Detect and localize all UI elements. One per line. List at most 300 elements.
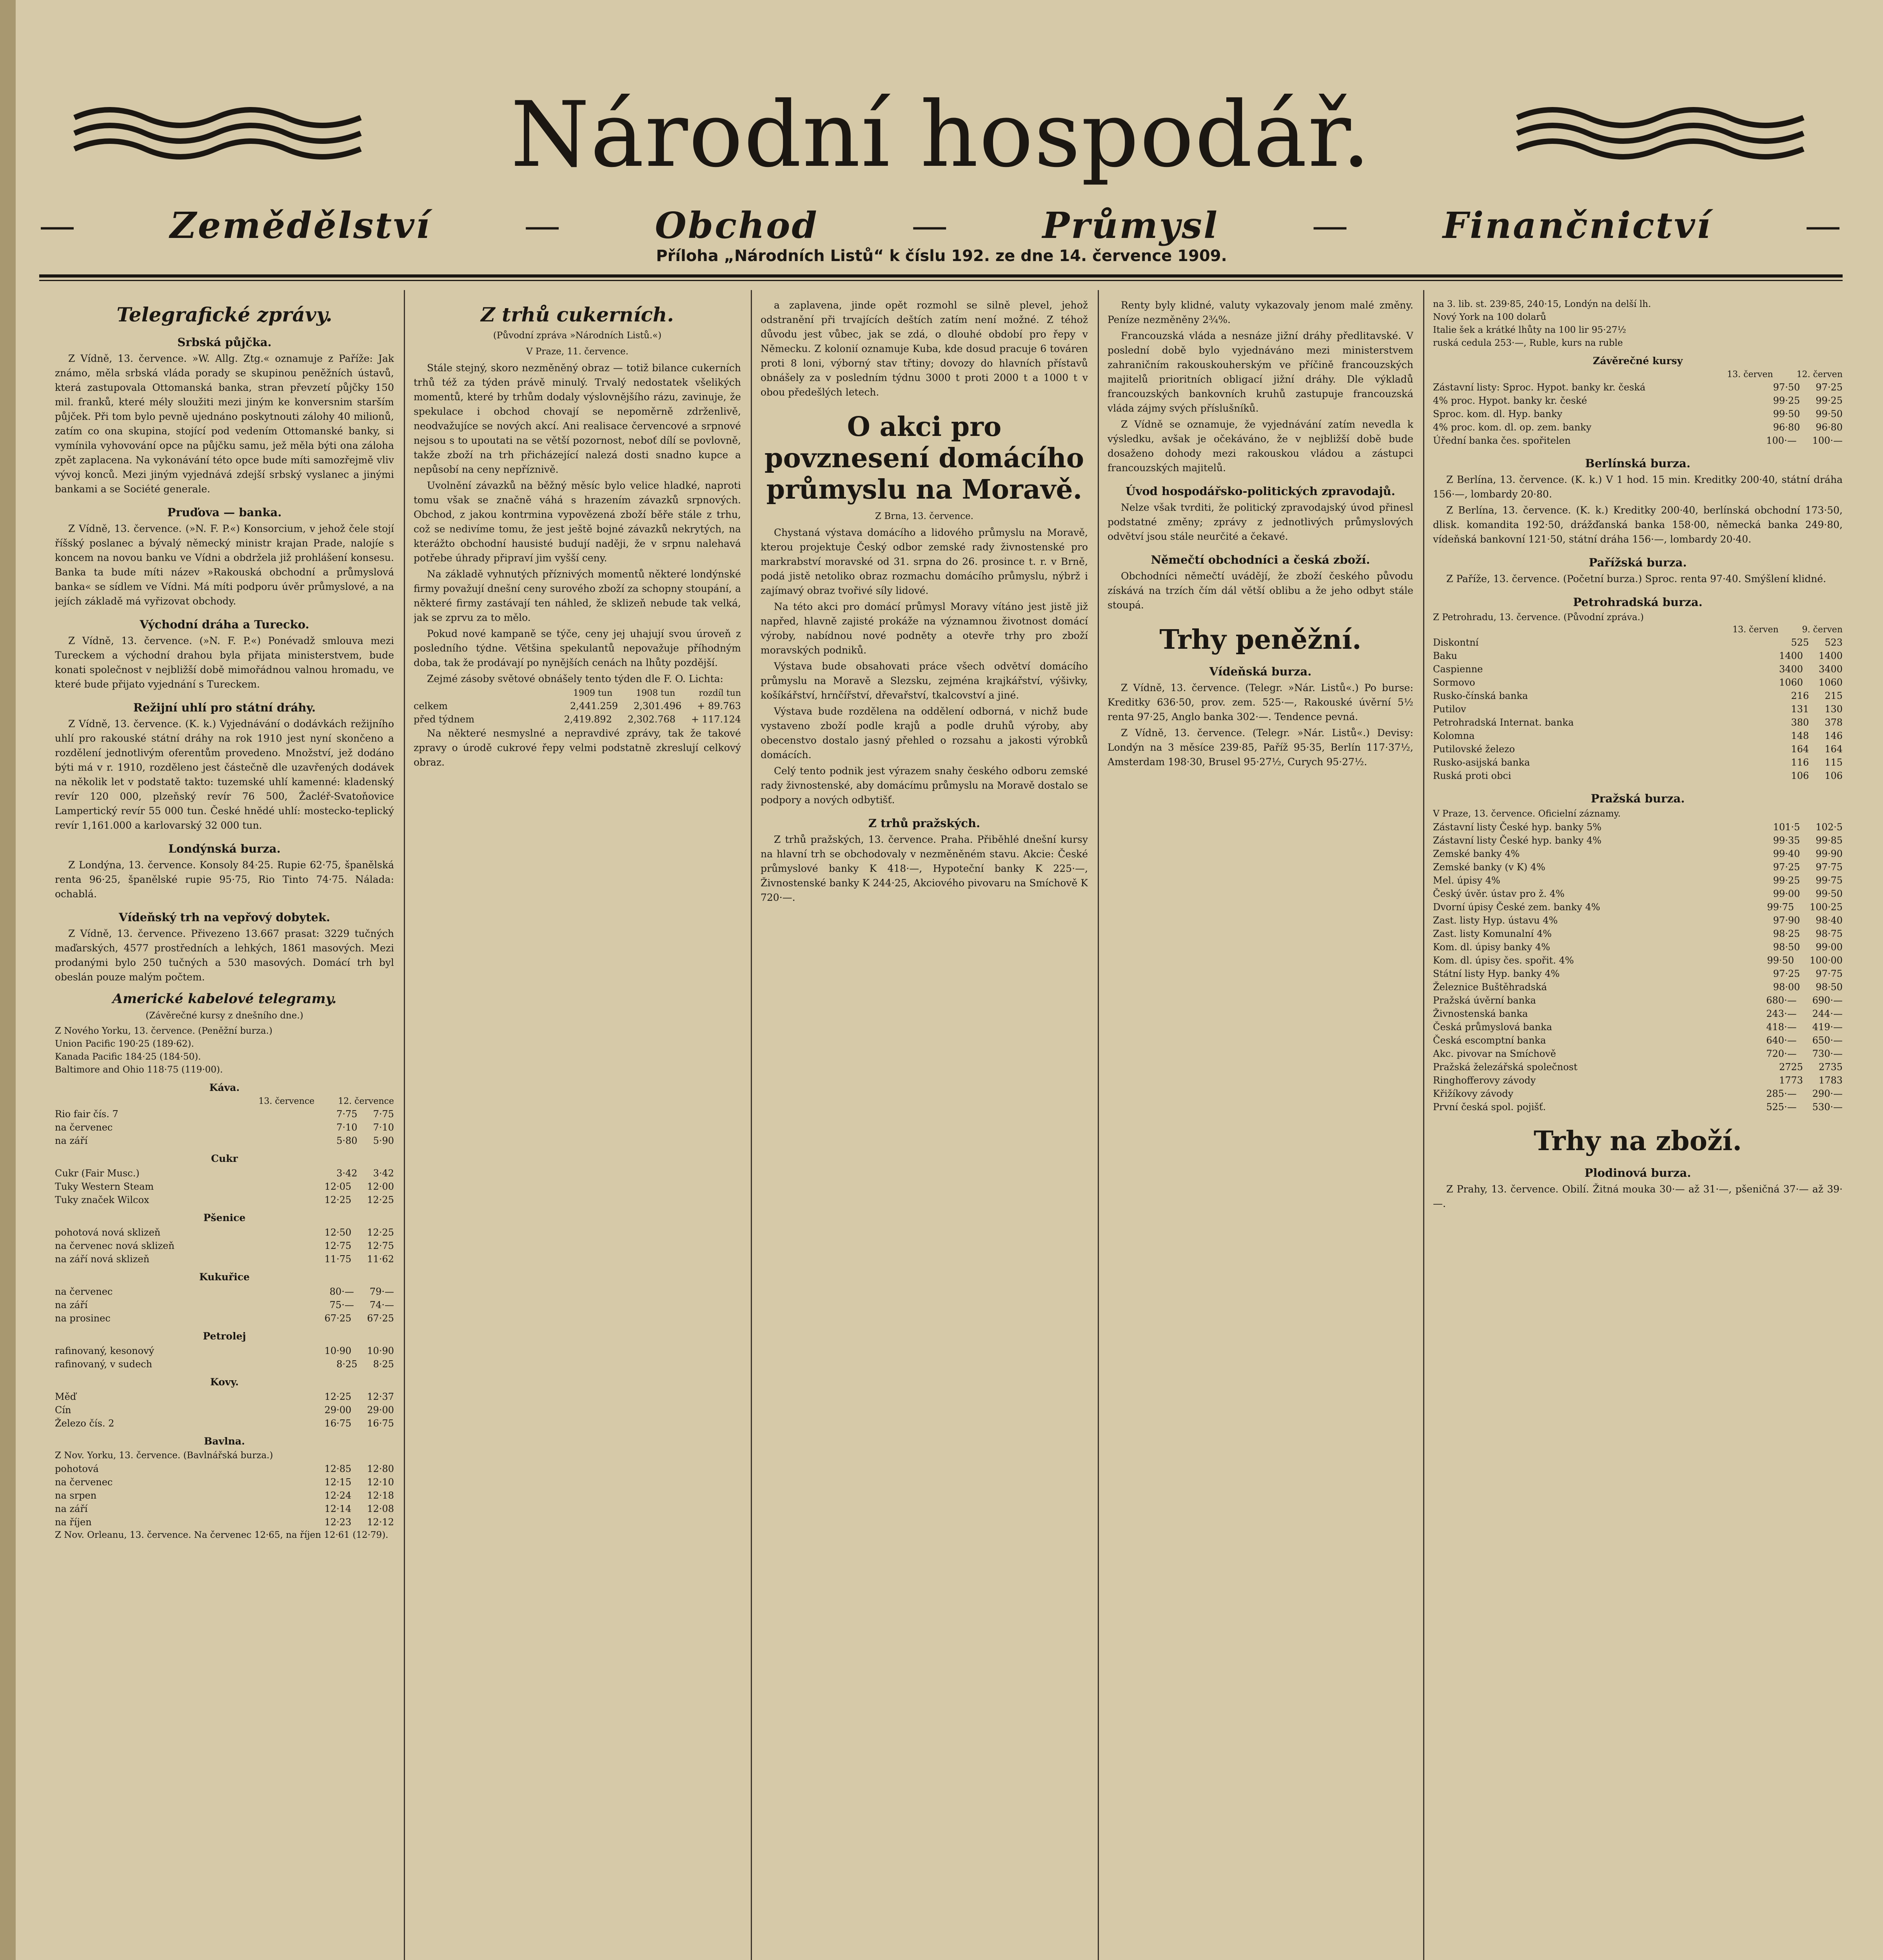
article-title: Londýnská burza. [168,842,281,855]
row-values [1791,636,1843,649]
table-row [1433,847,1843,860]
row-value: 16·75 [324,1418,352,1429]
row-values [570,699,741,713]
row-label: na červenec nová sklizeň [55,1240,174,1251]
row-label: na září [55,1503,88,1514]
row-label: Diskontní [1433,637,1479,648]
row-values [1791,716,1843,729]
row-label: Kom. dl. úpisy banky 4% [1433,942,1550,953]
article-title: Petrohradská burza. [1573,595,1703,609]
table-row [1433,1100,1843,1114]
row-values [1767,900,1843,914]
exchange-line: na 3. lib. st. 239·85, 240·15, Londýn na delší lh. [1433,299,1651,309]
row-value: 100·— [1812,435,1843,446]
row-values [325,1475,394,1489]
row-value: 2735 [1818,1062,1843,1073]
row-value: 131 [1791,704,1809,715]
row-value: 164 [1825,744,1843,755]
row-value: 7·10 [373,1122,394,1133]
row-values [1773,820,1843,834]
row-value: + 117.124 [691,714,741,725]
table-row [1433,834,1843,847]
article-headline: Z trhů cukerních. [481,303,674,326]
row-values [1766,1020,1843,1034]
row-values [1766,1100,1843,1114]
article-paragraph: Francouzská vláda a nesnáze jižní dráhy předlitavské. V poslední době bylo vyjednáváno mezi ministerstvem zahraničním rakouskouherským ve příčině francouzských majitelů prioritních obligací jižní dráhy. Dle výkladů francouzských bankovních kruhů zastupuje francouzská vláda zájmy svých příslušníků. [1108,330,1413,414]
row-value: 2,419.892 [564,714,612,725]
row-value: 12·75 [324,1240,352,1251]
article-paragraph: Pokud nové kampaně se týče, ceny jej uhajují svou úroveň z posledního týdne. Většina spekulantů nepovažuje příhodným doba, tak že prodávají po nynějších cenách na lhůty pozdější. [414,628,741,668]
telegram-line: Baltimore and Ohio 118·75 (119·00). [55,1065,223,1075]
row-label: Baku [1433,650,1457,661]
table-row [1433,914,1843,927]
row-values [336,1121,394,1134]
article-title: Pařížská burza. [1589,556,1687,569]
table-row [1433,994,1843,1007]
article-paragraph: a zaplavena, jinde opět rozmohl se silně plevel, jehož odstranění při trvajících deštích zatím není možné. Z téhož důvodu jest vůbec, jak se zdá, o dlouhé období pro řepy v Německu. Z kolonií oznamuje Kuba, kde dosud pracuje 6 továren proti 8 loni, výborný stav třtiny; dovozy do hlavních přístavů obnášely za v posledním týdnu 3000 t proti 2000 t a 1000 t v obou předešlých letech. [761,299,1088,398]
row-values [1779,676,1843,689]
col-head: rozdíl tun [699,688,741,698]
row-value: 690·— [1812,995,1843,1006]
row-values [1773,967,1843,980]
row-values [1779,662,1843,676]
row-label: rafinovaný, v sudech [55,1359,153,1370]
metal-table [55,1390,394,1430]
table-row [1433,407,1843,421]
telegram-line: Kanada Pacific 184·25 (184·50). [55,1052,201,1062]
article-paragraph: Z Vídně, 13. července. Přivezeno 13.667 prasat: 3229 tučných maďarských, 4577 prostředních a lehkých, 1861 masových. Mezi prodanými bylo 250 tučných a 530 masových. Domácí trh byl obeslán pouze malým počtem. [55,928,394,983]
row-value: 102·5 [1816,822,1843,833]
cotton-note: Z Nov. Yorku, 13. července. (Bavlnářská burza.) [55,1450,273,1461]
article-paragraph: Z Prahy, 13. července. Obilí. Žitná mouka 30·— až 31·—, pšeničná 37·— až 39·—. [1433,1183,1843,1209]
row-value: 680·— [1766,995,1797,1006]
row-label: Petrohradská Internat. banka [1433,717,1574,728]
table-header [55,1096,394,1107]
row-label: Český úvěr. ústav pro ž. 4% [1433,888,1565,899]
row-value: 3·42 [336,1168,358,1179]
table-row [55,1417,394,1430]
table-row [55,1193,394,1207]
article-paragraph: Výstava bude obsahovati práce všech odvětví domácího průmyslu na Moravě a Slezsku, zejména krajkářství, výšivky, košíkářství, hrnčířství, dřevařství, tkalcovství a jiné. [761,661,1088,701]
table-row [1433,1060,1843,1074]
row-label: První česká spol. pojišť. [1433,1102,1546,1112]
telegram-line: Z Nového Yorku, 13. července. (Peněžní burza.) [55,1026,272,1036]
row-values [325,1226,394,1239]
col-head: 13. července [258,1096,315,1106]
column-4 [1108,298,1413,1960]
article-title: Srbská půjčka. [177,336,272,349]
row-label: Ruská proti obci [1433,770,1511,781]
article-paragraph: Z Vídně, 13. července. (Telegr. »Nár. Listů«.) Devisy: Londýn na 3 měsíce 239·85, Paříž 95·35, Berlín 117·37½, Amsterdam 198·30, Brusel 95·27½, Curych 95·27½. [1108,727,1413,768]
telegrams-note: (Závěrečné kursy z dnešního dne.) [145,1011,303,1021]
row-label: Zast. listy Hyp. ústavu 4% [1433,915,1558,926]
row-value: 99·50 [1816,408,1843,419]
row-values [325,1403,394,1417]
table-row [55,1357,394,1371]
row-value: 16·75 [367,1418,394,1429]
prague-exchange-table [1433,820,1843,1114]
row-values [1773,860,1843,874]
article-paragraph: Z Londýna, 13. července. Konsoly 84·25. Rupie 62·75, španělská renta 96·25, španělské rupie 95·75, Rio Tinto 74·75. Nálada: ochablá. [55,859,394,900]
row-value: 116 [1791,757,1809,768]
row-value: 106 [1825,770,1843,781]
wheat-table [55,1226,394,1266]
row-value: 12·25 [324,1391,352,1402]
row-value: 1783 [1818,1075,1843,1086]
row-value: 97·50 [1773,382,1800,393]
table-row [55,1403,394,1417]
row-values [1773,381,1843,394]
article-paragraph: Z Vídně, 13. července. (K. k.) Vyjednávání o dodávkách režijního uhlí pro rakouské státní dráhy na rok 1910 jest nyní skončeno a rozdělení jednotlivým oferentům provedeno. Množství, jež dodáno býti má v r. 1910, rozděleno jest částečně dle uzavřených dodávek na několik let v podstatě takto: tuzemské uhlí kamenné: kladenský revír 120 000, plzeňský revír 76 500, Žacléř-Svatoňovice Lampertický revír 55 000 tun. České hnědé uhlí: mostecko-teplický revír 1,161.000 a karlovarský 32 000 tun. [55,718,394,831]
table-row [55,1285,394,1298]
row-label: Sproc. kom. dl. Hyp. banky [1433,408,1563,419]
row-value: 99·00 [1816,942,1843,953]
row-values [1779,1074,1843,1087]
table-row [1433,756,1843,769]
row-value: 8·25 [373,1359,394,1370]
row-value: 1060 [1818,677,1843,688]
article-paragraph: Z Vídně, 13. července. (»N. F. P.«) Ponévadž smlouva mezi Tureckem a východní drahou byla přijata ministerstvem, bude konati společnost v nejbližší době mimořádnou valnou hromadu, ve které bude přijato vyjednání s Tureckem. [55,635,394,690]
row-value: 285·— [1766,1088,1797,1099]
article-paragraph: Výstava bude rozdělena na oddělení odborná, v nichž bude vystaveno zboží podle krajů a podle druhů výroby, aby obecenstvo dostalo jasný přehled o rozsahu a jakosti výrobků domácích. [761,706,1088,760]
table-row [55,1252,394,1266]
newspaper-title: Národní hospodář. [510,83,1371,187]
row-value: 530·— [1812,1102,1843,1112]
row-label: na prosinec [55,1313,111,1324]
article-title: Vídeňská burza. [1209,665,1312,678]
row-value: 99·75 [1767,902,1794,913]
row-label: Pražská železářská společnost [1433,1062,1578,1073]
table-row [1433,940,1843,954]
table-row [414,699,741,713]
row-value: 12·18 [367,1490,394,1501]
row-label: na červenec [55,1286,113,1297]
row-label: Zemské banky 4% [1433,848,1520,859]
world-stocks-table [414,699,741,726]
row-value: 244·— [1812,1008,1843,1019]
row-value: 164 [1791,744,1809,755]
section-head: Závěrečné kursy [1592,355,1683,367]
row-label: Zemské banky (v K) 4% [1433,862,1545,873]
row-value: 5·90 [373,1135,394,1146]
row-values [1773,940,1843,954]
row-value: 3400 [1779,664,1803,675]
commodity-head: Kovy. [210,1376,239,1388]
subject-finance: Finančnictví [1442,204,1712,247]
masthead [24,83,1858,187]
article-paragraph: Nelze však tvrditi, že politický zpravodajský úvod přinesl podstatné změny; zprávy z jednotlivých průmyslových odvětví jsou stále neurčité a čekavé. [1108,502,1413,542]
row-value: 730·— [1812,1048,1843,1059]
column-separator [1423,290,1424,1960]
row-value: 12·85 [324,1463,352,1474]
row-values [336,1357,394,1371]
row-value: 75·— [329,1299,354,1310]
row-value: 97·25 [1773,968,1800,979]
commodity-head: Káva. [209,1082,240,1093]
table-row [1433,1020,1843,1034]
row-value: 290·— [1812,1088,1843,1099]
row-value: 96·80 [1773,422,1800,433]
table-row [55,1489,394,1502]
row-value: 1773 [1779,1075,1803,1086]
row-value: 640·— [1766,1035,1797,1046]
row-value: 525·— [1766,1102,1797,1112]
row-label: 4% proc. Hypot. banky kr. české [1433,395,1587,406]
row-label: Tuky Western Steam [55,1181,154,1192]
row-label: 4% proc. kom. dl. op. zem. banky [1433,422,1592,433]
row-values [325,1312,394,1325]
subject-trade: Obchod [655,204,819,247]
row-value: 97·25 [1816,382,1843,393]
col-head: 12. července [338,1096,394,1106]
article-paragraph: Na této akci pro domácí průmysl Moravy vítáno jest jistě již napřed, hlavně zajisté prokáže na významnou životnost domácí výroby, nabídnou nové podněty a otevře trhy pro zboží moravských podniků. [761,601,1088,656]
row-value: 99·50 [1816,888,1843,899]
row-label: rafinovaný, kesonový [55,1345,154,1356]
row-values [336,1134,394,1147]
table-row [55,1134,394,1147]
row-label: Živnostenská banka [1433,1008,1528,1019]
column-separator [1098,290,1099,1960]
article-paragraph: Z Vídně se oznamuje, že vyjednávání zatím nevedla k výsledku, avšak je očekáváno, že v nejbližší době bude dosaženo dohody mezi rakouskou vládou a zástupci francouzských majitelů. [1108,419,1413,474]
row-values [1773,394,1843,407]
article-paragraph: Renty byly klidné, valuty vykazovaly jenom malé změny. Peníze nezměněny 2¾%. [1108,299,1413,325]
table-row [1433,900,1843,914]
article-paragraph: Uvolnění závazků na běžný měsíc bylo velice hladké, naproti tomu však se značně váhá s hrazením závazků srpnových. Obchod, z jakou kontrmina vypovězená zboží běře stále z trhu, což se nedivíme tomu, že jest ještě bojné závazků nekrytých, na kterážto obchodní hausisté budují naději, že v srpnu nalehavá potřebe úhrady připraví jim vyšší ceny. [414,480,741,564]
corn-table [55,1285,394,1325]
row-value: 97·90 [1773,915,1800,926]
row-values [1773,407,1843,421]
row-values [1766,1087,1843,1100]
row-label: Cín [55,1405,71,1416]
row-values [330,1285,394,1298]
row-values [325,1193,394,1207]
row-value: 99·50 [1773,408,1800,419]
row-value: 12·24 [324,1490,352,1501]
row-value: 7·75 [336,1109,358,1120]
row-label: Úřední banka čes. spořitelen [1433,435,1571,446]
section-note: V Praze, 13. července. Oficielní záznamy. [1433,809,1621,819]
col-head: 1909 tun [573,688,613,698]
row-value: 12·08 [367,1503,394,1514]
table-row [55,1226,394,1239]
row-values [1773,980,1843,994]
row-label: Cukr (Fair Musc.) [55,1168,140,1179]
row-value: 67·25 [367,1313,394,1324]
petrol-table [55,1344,394,1371]
row-values [325,1344,394,1357]
row-value: 106 [1791,770,1809,781]
row-value: 97·25 [1773,862,1800,873]
table-row [55,1312,394,1325]
table-header [414,688,741,699]
table-row [1433,1074,1843,1087]
article-title: Z trhů pražských. [868,817,981,830]
row-label: Tuky značek Wilcox [55,1194,149,1205]
divider: — [524,204,562,247]
table-row [1433,1007,1843,1020]
row-values [1791,689,1843,702]
row-value: 12·15 [324,1477,352,1488]
article-paragraph: Z Vídně, 13. července. (Telegr. »Nár. Listů«.) Po burse: Kreditky 636·50, prov. zem. 525·—, Rakouské úvěrní 5½ renta 97·25, Anglo banka 302·—. Tendence pevná. [1108,682,1413,722]
article-paragraph: Z Vídně, 13. července. »W. Allg. Ztg.« oznamuje z Paříže: Jak známo, měla srbská vláda porady se skupinou peněžních ústavů, která zastupovala Ottomanská banka, stran převzetí půjčky 150 mil. franků, které mély sloužiti mezi jiným ke konversnim starším půjček. Při tom bylo pevně ujednáno poskytnouti zálohy 40 milionů, zatím co ona skupina, stojící pod vedením Ottomanské banky, si vymínila vyhovování opce na půjčku samu, jež měla býti ona záloha zpět zaplacena. Na vykonávání této opce bude míti samozřejmě vliv vývoj konců. Mezi jiným vyjednává zdejší srbský vyslanec a jinými bankami a se Société generale. [55,353,394,495]
ornament-left [71,102,369,165]
row-value: 12·14 [324,1503,352,1514]
row-value: 98·75 [1816,928,1843,939]
table-row [1433,820,1843,834]
row-value: 98·25 [1773,928,1800,939]
row-values [1773,887,1843,900]
table-row [1433,860,1843,874]
ornament-right [1513,102,1811,165]
row-label: Česká průmyslová banka [1433,1022,1552,1033]
row-label: Česká escomptní banka [1433,1035,1546,1046]
row-label: Zástavní listy: Sproc. Hypot. banky kr. česká [1433,382,1646,393]
petersburg-table [1433,636,1843,782]
table-row [1433,887,1843,900]
article-source: (Původní zpráva »Národních Listů.«) [493,330,662,341]
row-value: 525 [1791,637,1809,648]
table-row [1433,769,1843,782]
row-values [325,1417,394,1430]
row-values [330,1298,394,1312]
row-label: Caspienne [1433,664,1483,675]
table-row [1433,676,1843,689]
row-values [1766,1034,1843,1047]
row-value: 12·80 [367,1463,394,1474]
row-value: 100·25 [1810,902,1843,913]
commodity-head: Pšenice [203,1212,246,1223]
row-label: Kom. dl. úpisy čes. spořit. 4% [1433,955,1574,966]
row-value: 2,301.496 [634,701,682,711]
table-row [55,1121,394,1134]
row-values [1773,914,1843,927]
table-row [1433,716,1843,729]
row-value: + 89.763 [697,701,741,711]
row-label: Putilovské železo [1433,744,1515,755]
row-value: 720·— [1766,1048,1797,1059]
row-label: na červenec [55,1477,113,1488]
row-value: 99·90 [1816,848,1843,859]
row-value: 12·12 [367,1517,394,1528]
row-label: pohotová nová sklizeň [55,1227,161,1238]
row-label: před týdnem [414,714,475,725]
row-values [1766,434,1843,447]
row-value: 100·00 [1810,955,1843,966]
article-dateline: Z Brna, 13. července. [875,511,973,521]
row-values [1773,421,1843,434]
table-row [1433,954,1843,967]
money-markets-headline: Trhy peněžní. [1159,624,1362,655]
row-value: 650·— [1812,1035,1843,1046]
row-values [1766,1007,1843,1020]
article-paragraph: Stále stejný, skoro nezměněný obraz — totiž bilance cukerních trhů též za týden právě minulý. Trvalý nedostatek všelikých momentů, které by trhům dodaly výslovnějšího rázu, zavinuje, že spekulace i obchod chovají se nepoměrně zdrženlivě, neodvažujíce se nových akcí. Ani realisace červencové a srpnové nejsou s to upoutati na se větší pozornost, neboť dílí se povlovně, takže zboží na trh přicházející nalezá dosti snadno kupce a nepůsobí na ceny nepříznivě. [414,362,741,475]
page-edge [0,0,16,1960]
row-value: 7·75 [373,1109,394,1120]
row-value: 11·75 [324,1254,352,1265]
row-value: 101·5 [1773,822,1800,833]
row-value: 12·05 [324,1181,352,1192]
table-row [55,1167,394,1180]
row-values [325,1390,394,1403]
row-values [1773,847,1843,860]
table-row [1433,729,1843,742]
col-head: 12. červen [1796,370,1843,379]
row-values [564,713,741,726]
row-value: 98·50 [1816,982,1843,993]
table-row [1433,967,1843,980]
row-label: Dvorní úpisy České zem. banky 4% [1433,902,1600,913]
row-value: 418·— [1766,1022,1797,1033]
table-row [1433,636,1843,649]
row-value: 12·23 [324,1517,352,1528]
subject-industry: Průmysl [1042,204,1219,247]
row-label: Rusko-čínská banka [1433,690,1528,701]
col-head: 9. červen [1802,625,1843,635]
table-row [55,1502,394,1515]
row-label: Pražská úvěrní banka [1433,995,1536,1006]
row-value: 115 [1825,757,1843,768]
column-separator [404,290,405,1960]
row-value: 99·25 [1773,395,1800,406]
row-label: Zast. listy Komunalní 4% [1433,928,1552,939]
row-value: 146 [1825,730,1843,741]
column-3 [761,298,1088,1960]
table-row [55,1475,394,1489]
article-paragraph: Z Berlína, 13. července. (K. k.) V 1 hod. 15 min. Kreditky 200·40, státní dráha 156·—, lombardy 20·80. [1433,474,1843,500]
article-paragraph: Zejmé zásoby světové obnášely tento týden dle F. O. Lichta: [427,673,723,684]
table-row [1433,874,1843,887]
article-title: Pražská burza. [1591,792,1685,805]
row-values [1791,702,1843,716]
table-header [1433,369,1843,381]
row-value: 8·25 [336,1359,358,1370]
commodity-head: Cukr [211,1153,238,1164]
row-label: Ringhofferovy závody [1433,1075,1536,1086]
row-value: 12·75 [367,1240,394,1251]
row-value: 3400 [1818,664,1843,675]
telegram-footer: Z Nov. Orleanu, 13. července. Na červenec 12·65, na říjen 12·61 (12·79). [55,1530,389,1540]
section-headline: Telegrafické zprávy. [116,303,332,326]
supplement-line: Příloha „Národních Listů“ k číslu 192. ze dne 14. července 1909. [656,247,1227,265]
row-label: na září nová sklizeň [55,1254,150,1265]
article-dateline: V Praze, 11. července. [526,347,629,357]
article-paragraph: Z Vídně, 13. července. (»N. F. P.«) Konsorcium, v jehož čele stojí říšský poslanec a bývalý německý ministr krajan Prade, nalojíe s koncem na novou banku ve Vídni a obdržela již prohlášení konsesu. Banka ta bude míti název »Rakouská obchodní a průmyslová banka« se sídlem ve Vídni. Má míti podporu úvěr průmyslové, a na jejích základě má vyřizovat obchody. [55,523,394,607]
row-value: 11·62 [367,1254,394,1265]
table-row [414,713,741,726]
row-value: 215 [1825,690,1843,701]
article-paragraph: Z Berlína, 13. července. (K. k.) Kreditky 200·40, berlínská obchodní 173·50, dlisk. komandita 192·50, drážďanská banka 158·00, německá banka 249·80, vídeňská bankovní 121·50, státní dráha 156·—, lombardy 20·40. [1433,505,1843,545]
row-value: 378 [1825,717,1843,728]
row-label: Sormovo [1433,677,1475,688]
row-values [1773,927,1843,940]
coffee-table [55,1107,394,1147]
col-head: 13. červen [1732,625,1779,635]
table-row [1433,1047,1843,1060]
row-values [1791,769,1843,782]
row-values [325,1515,394,1529]
row-values [325,1180,394,1193]
section-note: Z Petrohradu, 13. července. (Původní zpráva.) [1433,612,1644,622]
row-values [325,1462,394,1475]
goods-markets-headline: Trhy na zboží. [1534,1125,1742,1157]
table-row [1433,927,1843,940]
row-value: 12·25 [367,1227,394,1238]
row-label: Křižíkovy závody [1433,1088,1514,1099]
row-value: 5·80 [336,1135,358,1146]
closing-rates-table [1433,381,1843,447]
row-value: 99·40 [1773,848,1800,859]
row-values [1791,729,1843,742]
